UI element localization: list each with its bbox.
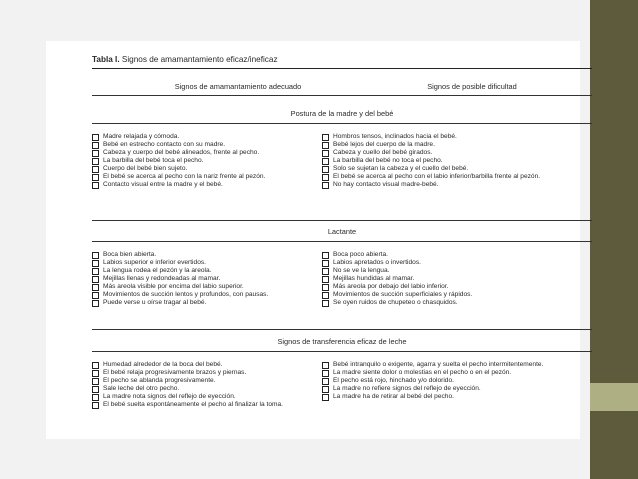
list-item <box>92 393 332 401</box>
list-item-text: Boca bien abierta. <box>103 251 157 258</box>
list-item <box>92 291 332 299</box>
checkbox-icon <box>322 182 329 189</box>
list-item-text: Movimientos de succión superficiales y rápidos. <box>333 291 473 298</box>
list-item <box>322 141 562 149</box>
list-item-text: Cabeza y cuerpo del bebé alineados, frente al pecho. <box>103 149 260 156</box>
list-item-text: No hay contacto visual madre-bebé. <box>333 181 439 188</box>
list-item <box>92 275 332 283</box>
checkbox-icon <box>92 174 99 181</box>
list-item-text: Solo se sujetan la cabeza y el cuello del bebé. <box>333 165 469 172</box>
list-item <box>92 165 332 173</box>
list-item <box>322 259 562 267</box>
list-item <box>92 181 332 189</box>
list-item <box>322 181 562 189</box>
checkbox-icon <box>322 174 329 181</box>
checkbox-icon <box>322 378 329 385</box>
list-item-text: Se oyen ruidos de chupeteo o chasquidos. <box>333 299 458 306</box>
table-title-text: Signos de amamantamiento eficaz/ineficaz <box>121 55 278 64</box>
checkbox-icon <box>322 134 329 141</box>
section-title: Postura de la madre y del bebé <box>290 109 394 118</box>
checkbox-icon <box>322 276 329 283</box>
checkbox-icon <box>92 402 99 409</box>
checkbox-icon <box>92 142 99 149</box>
list-item <box>322 275 562 283</box>
checkbox-icon <box>322 370 329 377</box>
list-item-text: Mejillas llenas y redondeadas al mamar. <box>103 275 221 282</box>
list-item-text: No se ve la lengua. <box>333 267 390 274</box>
section-rule <box>92 123 592 124</box>
side-decor-accent <box>590 383 638 411</box>
section-2-right-list <box>322 251 562 307</box>
list-item-text: El bebé se acerca al pecho con el labio inferior/barbilla frente al pezón. <box>333 173 541 180</box>
column-header-right: Signos de posible dificultad <box>427 82 517 91</box>
list-item-text: Boca poco abierta. <box>333 251 388 258</box>
list-item <box>322 165 562 173</box>
list-item <box>92 149 332 157</box>
list-item <box>322 251 562 259</box>
list-item-text: Cabeza y cuello del bebé girados. <box>333 149 433 156</box>
list-item <box>322 133 562 141</box>
list-item <box>322 283 562 291</box>
checkbox-icon <box>92 378 99 385</box>
list-item <box>322 369 562 377</box>
checkbox-icon <box>322 300 329 307</box>
list-item-text: La barbilla del bebé toca el pecho. <box>103 157 204 164</box>
checkbox-icon <box>92 386 99 393</box>
list-item-text: El pecho se ablanda progresivamente. <box>103 377 216 384</box>
checkbox-icon <box>92 260 99 267</box>
list-item <box>92 299 332 307</box>
section-rule <box>92 329 592 330</box>
checkbox-icon <box>92 134 99 141</box>
checkbox-icon <box>92 300 99 307</box>
list-item-text: La barbilla del bebé no toca el pecho. <box>333 157 443 164</box>
section-title: Signos de transferencia eficaz de leche <box>277 337 407 346</box>
list-item <box>322 361 562 369</box>
table-title <box>92 55 278 64</box>
list-item-text: La madre no refiere signos del reflejo de eyección. <box>333 385 481 392</box>
list-item <box>322 393 562 401</box>
list-item-text: La madre nota signos del reflejo de eyección. <box>103 393 236 400</box>
section-title: Lactante <box>327 227 357 236</box>
checkbox-icon <box>92 182 99 189</box>
list-item <box>92 267 332 275</box>
top-rule <box>92 68 592 69</box>
header-rule <box>92 95 592 96</box>
list-item <box>92 251 332 259</box>
list-item-text: El bebé se acerca al pecho con la nariz frente al pezón. <box>103 173 266 180</box>
list-item-text: La lengua rodea el pezón y la areola. <box>103 267 212 274</box>
checkbox-icon <box>322 142 329 149</box>
section-rule <box>92 220 592 221</box>
checkbox-icon <box>92 292 99 299</box>
list-item-text: Labios apretados o invertidos. <box>333 259 421 266</box>
list-item-text: La madre siente dolor o molestias en el pecho o en el pezón. <box>333 369 512 376</box>
checkbox-icon <box>92 370 99 377</box>
list-item <box>92 377 332 385</box>
list-item <box>322 385 562 393</box>
list-item-text: Puede verse u oírse tragar al bebé. <box>103 299 207 306</box>
list-item <box>92 361 332 369</box>
section-rule <box>92 241 592 242</box>
checkbox-icon <box>322 292 329 299</box>
list-item <box>92 385 332 393</box>
checkbox-icon <box>322 284 329 291</box>
section-rule <box>92 351 592 352</box>
list-item-text: Más areola visible por encima del labio superior. <box>103 283 244 290</box>
checkbox-icon <box>92 252 99 259</box>
list-item-text: La madre ha de retirar al bebé del pecho. <box>333 393 454 400</box>
list-item <box>322 267 562 275</box>
checkbox-icon <box>322 386 329 393</box>
checkbox-icon <box>322 166 329 173</box>
table-title-label: Tabla I. <box>92 55 120 64</box>
list-item-text: Labios superior e inferior evertidos. <box>103 259 206 266</box>
list-item-text: Humedad alrededor de la boca del bebé. <box>103 361 223 368</box>
list-item-text: Sale leche del otro pecho. <box>103 385 180 392</box>
section-1-left-list <box>92 133 332 189</box>
list-item-text: Bebé en estrecho contacto con su madre. <box>103 141 226 148</box>
list-item <box>322 291 562 299</box>
checkbox-icon <box>92 158 99 165</box>
list-item-text: El pecho está rojo, hinchado y/o dolorido. <box>333 377 454 384</box>
section-1-right-list <box>322 133 562 189</box>
section-2-left-list <box>92 251 332 307</box>
list-item <box>92 133 332 141</box>
list-item-text: Más areola por debajo del labio inferior. <box>333 283 449 290</box>
list-item <box>92 259 332 267</box>
checkbox-icon <box>322 158 329 165</box>
list-item <box>92 173 332 181</box>
checkbox-icon <box>322 252 329 259</box>
checkbox-icon <box>92 150 99 157</box>
section-3-right-list <box>322 361 562 401</box>
list-item-text: Bebé lejos del cuerpo de la madre. <box>333 141 435 148</box>
list-item <box>322 377 562 385</box>
list-item <box>322 157 562 165</box>
checkbox-icon <box>322 362 329 369</box>
list-item-text: El bebé suelta espontáneamente el pecho al finalizar la toma. <box>103 401 283 408</box>
checkbox-icon <box>92 394 99 401</box>
checkbox-icon <box>322 268 329 275</box>
checkbox-icon <box>92 362 99 369</box>
list-item <box>322 149 562 157</box>
column-header-left: Signos de amamantamiento adecuado <box>174 82 302 91</box>
list-item <box>92 401 332 409</box>
list-item-text: Contacto visual entre la madre y el bebé. <box>103 181 223 188</box>
list-item-text: Bebé intranquilo o exigente, agarra y suelta el pecho intermitentemente. <box>333 361 544 368</box>
list-item-text: Movimientos de succión lentos y profundos, con pausas. <box>103 291 269 298</box>
checkbox-icon <box>92 268 99 275</box>
checkbox-icon <box>322 260 329 267</box>
list-item-text: El bebé relaja progresivamente brazos y piernas. <box>103 369 247 376</box>
document-page <box>46 41 580 439</box>
checkbox-icon <box>92 276 99 283</box>
checkbox-icon <box>92 166 99 173</box>
list-item <box>92 141 332 149</box>
checkbox-icon <box>92 284 99 291</box>
checkbox-icon <box>322 394 329 401</box>
list-item-text: Mejillas hundidas al mamar. <box>333 275 415 282</box>
list-item <box>322 299 562 307</box>
section-3-left-list <box>92 361 332 409</box>
list-item <box>322 173 562 181</box>
list-item-text: Hombros tensos, inclinados hacia el bebé. <box>333 133 457 140</box>
list-item <box>92 157 332 165</box>
list-item <box>92 369 332 377</box>
list-item <box>92 283 332 291</box>
list-item-text: Cuerpo del bebé bien sujeto. <box>103 165 188 172</box>
list-item-text: Madre relajada y cómoda. <box>103 133 180 140</box>
checkbox-icon <box>322 150 329 157</box>
